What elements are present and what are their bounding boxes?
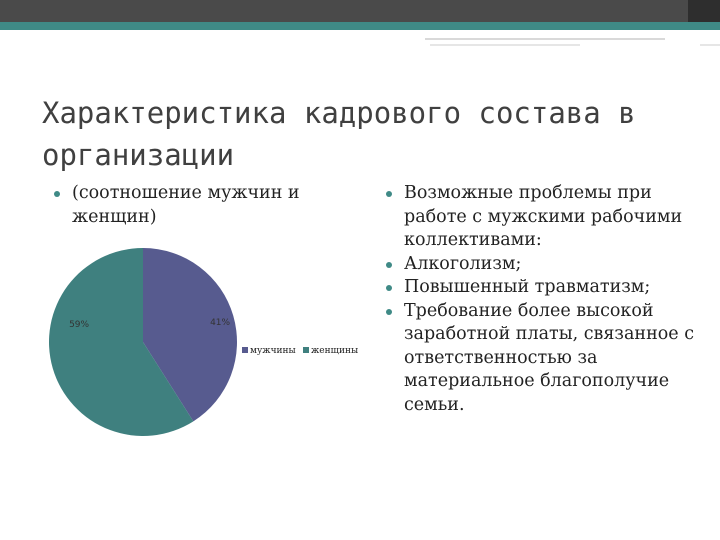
header-band-corner (688, 0, 720, 22)
legend-swatch (303, 347, 309, 353)
bullet-text: Алкоголизм; (404, 253, 522, 274)
list-item (384, 276, 694, 300)
bullet-icon (386, 285, 392, 291)
decorative-line (425, 38, 665, 40)
list-item (384, 182, 694, 253)
pie-chart-svg (40, 235, 380, 445)
bullet-icon (386, 191, 392, 197)
left-bullet-list (52, 182, 342, 229)
legend-label: мужчины (250, 346, 296, 356)
pie-data-label: 59% (69, 320, 90, 330)
bullet-icon (386, 309, 392, 315)
list-item (384, 300, 694, 418)
list-item (52, 182, 342, 229)
pie-data-label: 41% (210, 318, 231, 328)
list-item (384, 253, 694, 277)
slide-title: Характеристика кадрового состава в организации (42, 96, 636, 172)
bullet-text: Повышенный травматизм; (404, 277, 651, 297)
bullet-text: (соотношение мужчин и женщин) (72, 183, 300, 227)
header-accent-stripe (0, 22, 720, 30)
bullet-text: Возможные проблемы при работе с мужскими рабочими коллективами: (404, 183, 683, 250)
bullet-icon (54, 191, 60, 197)
header-band-dark (0, 0, 690, 22)
left-text-column (52, 182, 342, 229)
legend-label: женщины (311, 346, 359, 356)
legend-swatch (242, 347, 248, 353)
bullet-text: Требование более высокой заработной платы, связанное с ответственностью за материальное благополучие семьи. (404, 300, 694, 415)
decorative-line (430, 44, 580, 46)
bullet-icon (386, 262, 392, 268)
gender-pie-chart (40, 235, 380, 445)
right-text-column (384, 182, 694, 417)
decorative-line (700, 44, 720, 46)
right-bullet-list (384, 182, 694, 417)
